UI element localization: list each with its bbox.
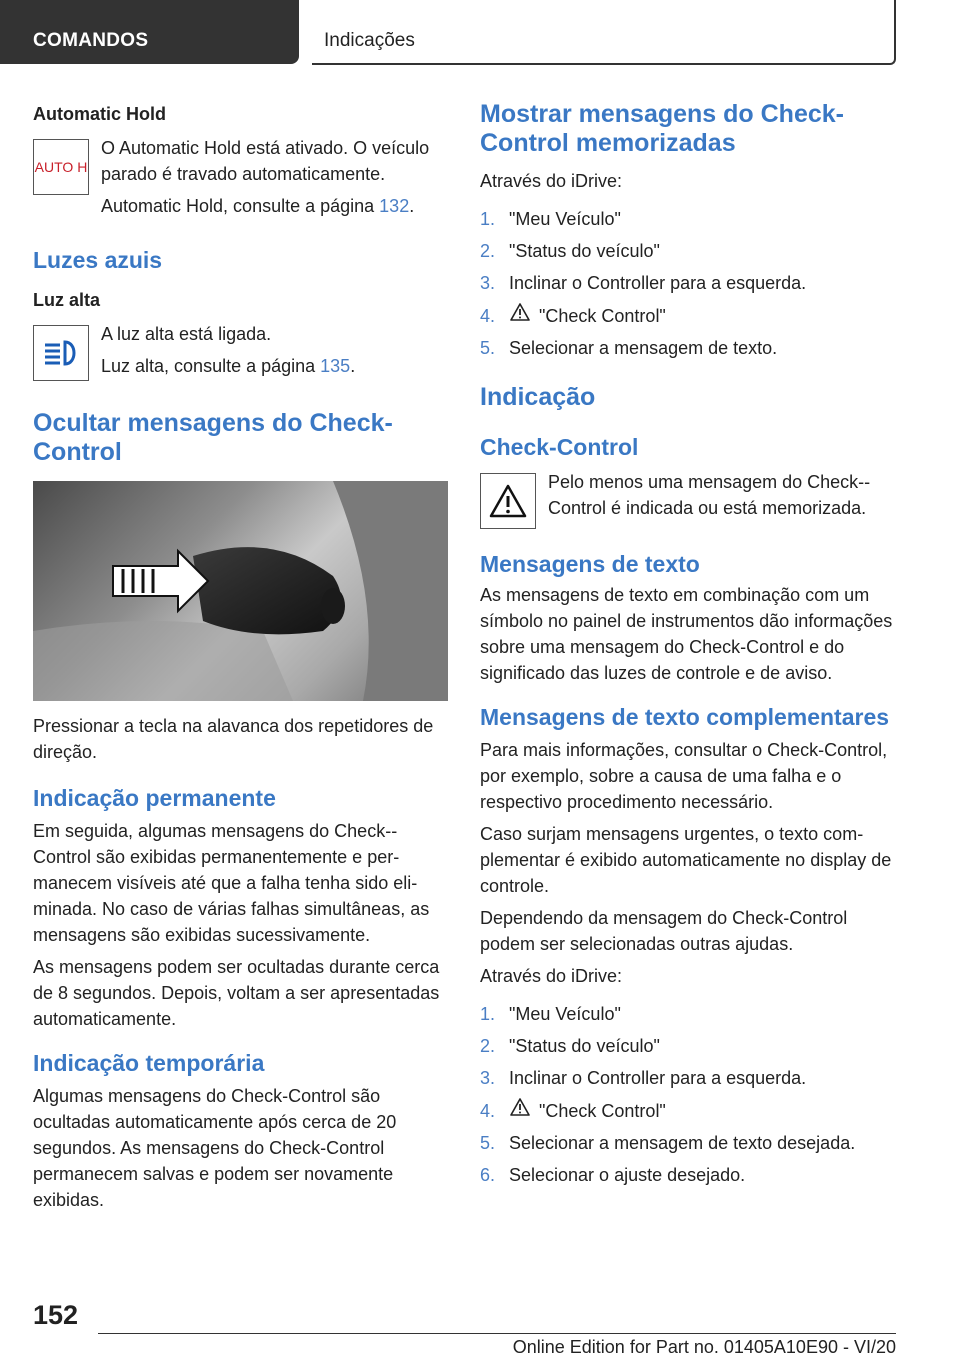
section-title: COMANDOS bbox=[33, 30, 149, 51]
step-text: Selecionar o ajuste desejado. bbox=[509, 1165, 746, 1185]
automatic-hold-ref-period: . bbox=[409, 196, 415, 216]
step-item bbox=[480, 1097, 898, 1124]
step-text: "Meu Veículo" bbox=[509, 209, 621, 229]
check-control-heading: Check-Control bbox=[480, 434, 639, 460]
luzes-azuis-heading: Luzes azuis bbox=[33, 247, 163, 273]
step-number: 5. bbox=[480, 338, 496, 358]
check-control-block bbox=[480, 469, 898, 529]
temporary-heading: Indicação temporária bbox=[33, 1050, 265, 1076]
step-number: 4. bbox=[480, 1100, 496, 1121]
luz-alta-ref-period: . bbox=[350, 356, 356, 376]
warning-triangle-icon bbox=[509, 1097, 531, 1124]
check-control-text: Pelo menos uma mensagem do Check--Control é indicada ou está memorizada. bbox=[548, 472, 871, 518]
step-item bbox=[480, 1065, 898, 1091]
high-beam-icon bbox=[33, 325, 89, 381]
step-text: "Status do veículo" bbox=[509, 241, 660, 261]
step-text: Inclinar o Controller para a esquerda. bbox=[509, 273, 807, 293]
right-column bbox=[480, 100, 898, 1194]
chapter-tab bbox=[312, 0, 896, 65]
step-item bbox=[480, 1130, 898, 1156]
step-number: 2. bbox=[480, 241, 496, 261]
mostrar-heading: Mostrar mensagens do Check-Control memorizadas bbox=[480, 100, 844, 157]
steps-list-2 bbox=[480, 1001, 898, 1188]
step-number: 2. bbox=[480, 1036, 496, 1056]
ocultar-heading: Ocultar mensagens do Check-Control bbox=[33, 409, 393, 466]
permanent-text-1: Em seguida, algumas mensagens do Check--Control são exibidas permanentemente e permanecem visíveis até que a falha tenha sido eliminada. No caso de várias falhas simultâneas, as mensagens são exibidas sucessivamente. bbox=[33, 821, 430, 945]
edition-text: Online Edition for Part no. 01405A10E90 - VI/20 bbox=[512, 1337, 896, 1357]
text-messages-text: As mensagens de texto em combinação com um símbolo no painel de instrumentos dão informações sobre uma mensagem do Check-Control e do significado das luzes de controle e de aviso. bbox=[480, 585, 893, 683]
temporary-text: Algumas mensagens do Check-Control são ocultadas automaticamente após cerca de 20 segundos. As mensagens do Check-Control permanecem salvas e podem ser novamente exibidas. bbox=[33, 1086, 397, 1210]
step-number: 6. bbox=[480, 1165, 496, 1185]
automatic-hold-page-link[interactable]: 132 bbox=[379, 196, 410, 216]
supplementary-text-2: Caso surjam mensagens urgentes, o texto complementar é exibido automaticamente no display de controle. bbox=[480, 824, 892, 896]
section-tab bbox=[0, 0, 299, 64]
step-item bbox=[480, 1001, 898, 1027]
step-item bbox=[480, 335, 898, 361]
supplementary-text-3: Dependendo da mensagem do Check-Control podem ser selecionadas outras ajudas. bbox=[480, 908, 848, 954]
luz-alta-ref-text: Luz alta, consulte a página bbox=[101, 356, 321, 376]
steps-list-1 bbox=[480, 206, 898, 361]
step-item bbox=[480, 1162, 898, 1188]
photo-caption: Pressionar a tecla na alavanca dos repetidores de direção. bbox=[33, 716, 434, 762]
step-item bbox=[480, 238, 898, 264]
supplementary-heading: Mensagens de texto complementares bbox=[480, 704, 890, 730]
luz-alta-title: Luz alta bbox=[33, 290, 101, 310]
step-item bbox=[480, 1033, 898, 1059]
auto-hold-icon bbox=[33, 139, 89, 195]
turn-signal-lever-photo bbox=[33, 481, 448, 701]
luz-alta-ref bbox=[101, 353, 448, 379]
step-text: Inclinar o Controller para a esquerda. bbox=[509, 1068, 807, 1088]
page-number: 152 bbox=[33, 1300, 79, 1330]
luz-alta-block bbox=[33, 321, 448, 385]
step-number: 3. bbox=[480, 1068, 496, 1088]
step-item bbox=[480, 302, 898, 329]
automatic-hold-text: O Automatic Hold está ativado. O veículo parado é travado automaticamente. bbox=[101, 138, 430, 184]
automatic-hold-block bbox=[33, 135, 448, 225]
supplementary-text-1: Para mais informações, consultar o Check-Control, por exemplo, sobre a causa de uma falha e o respectivo procedimento necessário. bbox=[480, 740, 888, 812]
footer-divider bbox=[98, 1333, 896, 1334]
warning-triangle-icon bbox=[509, 302, 531, 329]
step-text: "Check Control" bbox=[539, 1100, 666, 1121]
automatic-hold-ref-text: Automatic Hold, consulte a página bbox=[101, 196, 380, 216]
luz-alta-text: A luz alta está ligada. bbox=[101, 324, 272, 344]
text-messages-heading: Mensagens de texto bbox=[480, 551, 700, 577]
step-text: "Status do veículo" bbox=[509, 1036, 660, 1056]
luz-alta-page-link[interactable]: 135 bbox=[320, 356, 351, 376]
idrive-intro-2: Através do iDrive: bbox=[480, 966, 623, 986]
permanent-heading: Indicação permanente bbox=[33, 785, 276, 811]
chapter-title: Indicações bbox=[324, 30, 415, 51]
step-text: Selecionar a mensagem de texto desejada. bbox=[509, 1133, 856, 1153]
automatic-hold-title: Automatic Hold bbox=[33, 104, 166, 124]
step-text: "Check Control" bbox=[539, 305, 666, 326]
step-number: 5. bbox=[480, 1133, 496, 1153]
step-number: 4. bbox=[480, 305, 496, 326]
step-item bbox=[480, 206, 898, 232]
step-item bbox=[480, 270, 898, 296]
auto-hold-icon-label: AUTO H bbox=[34, 159, 88, 175]
automatic-hold-ref bbox=[101, 193, 448, 219]
step-text: Selecionar a mensagem de texto. bbox=[509, 338, 778, 358]
permanent-text-2: As mensagens podem ser ocultadas durante cerca de 8 segundos. Depois, voltam a ser apresentadas automaticamente. bbox=[33, 957, 440, 1029]
step-number: 1. bbox=[480, 209, 496, 229]
step-number: 1. bbox=[480, 1004, 496, 1024]
warning-triangle-icon bbox=[480, 473, 536, 529]
left-column bbox=[33, 100, 448, 1219]
indicacao-heading: Indicação bbox=[480, 383, 596, 411]
step-text: "Meu Veículo" bbox=[509, 1004, 621, 1024]
step-number: 3. bbox=[480, 273, 496, 293]
idrive-intro: Através do iDrive: bbox=[480, 171, 623, 191]
